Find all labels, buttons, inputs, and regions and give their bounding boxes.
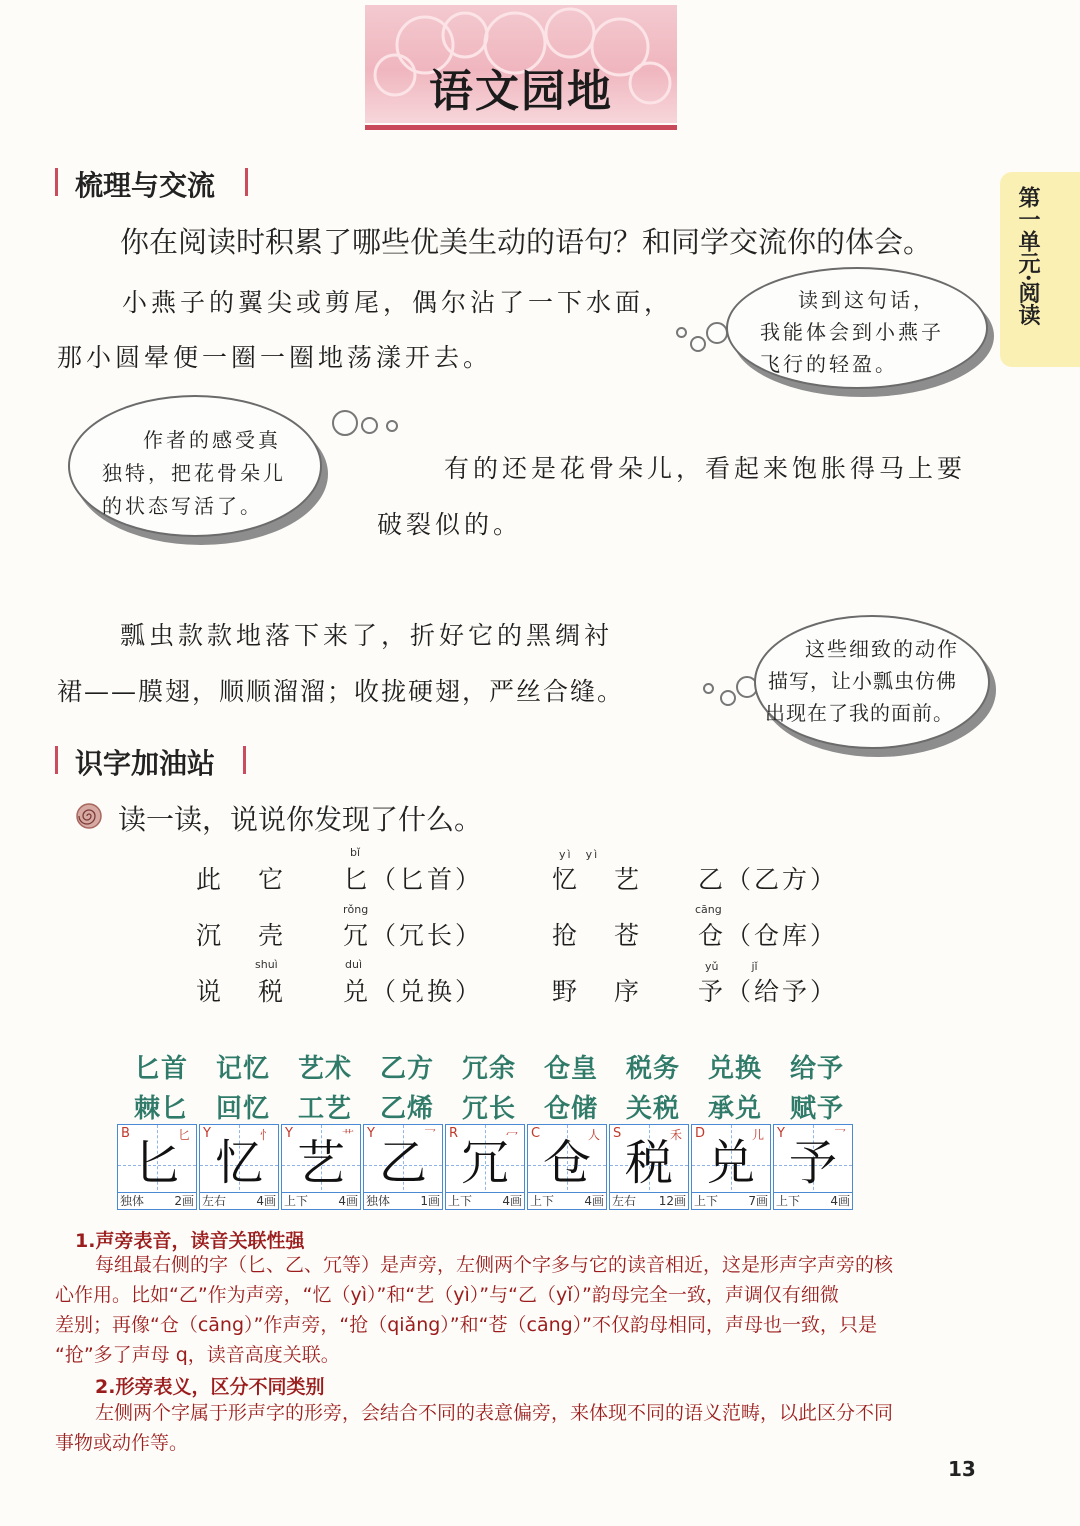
- pinyin: rǒng: [343, 903, 369, 916]
- bubble3-line1: 这些细致的动作: [805, 637, 959, 661]
- vocab-word: 赋予: [790, 1094, 845, 1124]
- note2-line2: 事物或动作等。: [55, 1432, 189, 1454]
- pinyin-initial: B: [121, 1126, 130, 1141]
- character-grid: [117, 1124, 853, 1210]
- vocab-word: 税务: [626, 1054, 681, 1084]
- char-group-1-1: 此 它: [196, 865, 290, 894]
- section1-prompt: 你在阅读时积累了哪些优美生动的语句？和同学交流你的体会。: [120, 225, 933, 259]
- section-heading-text: 识字加油站: [75, 747, 216, 780]
- grid-character: 仓: [542, 1135, 591, 1191]
- structure-label: 独体: [120, 1194, 145, 1208]
- radical: 忄: [259, 1128, 272, 1142]
- spiral-icon: [76, 803, 102, 829]
- grid-footer: [364, 1192, 442, 1209]
- stroke-count: 4画: [502, 1194, 522, 1208]
- stroke-count: 4画: [830, 1194, 850, 1208]
- char-group-2-1: 沉 壳: [196, 921, 290, 950]
- pinyin-initial: D: [695, 1126, 706, 1141]
- char-group-2-3: 抢 苍: [552, 921, 646, 950]
- vocab-word: 承兑: [708, 1094, 763, 1124]
- char-group-2-4: 仓（仓库）: [698, 921, 839, 950]
- grid-character: 乙: [378, 1135, 427, 1191]
- structure-label: 左右: [612, 1194, 637, 1208]
- quote2-line1: 有的还是花骨朵儿，看起来饱胀得马上要: [444, 454, 967, 483]
- vocab-word: 棘匕: [134, 1094, 189, 1124]
- vocab-word: 冗余: [462, 1054, 517, 1084]
- note1-line3: 差别；再像“仓（cāng）”作声旁，“抢（qiǎng）”和“苍（cāng）”不仅韵母相同，声母也一致，只是: [55, 1314, 878, 1336]
- heading-bar-left: [55, 168, 58, 196]
- vocab-word: 关税: [626, 1094, 681, 1124]
- bubble-dot: [676, 327, 687, 338]
- vocab-word: 匕首: [134, 1054, 189, 1084]
- stroke-count: 12画: [658, 1194, 686, 1208]
- pinyin-initial: Y: [777, 1126, 785, 1141]
- stroke-count: 1画: [420, 1194, 440, 1208]
- bubble1-line3: 飞行的轻盈。: [760, 352, 898, 376]
- pinyin-initial: R: [449, 1126, 459, 1141]
- grid-footer: [282, 1192, 360, 1209]
- section2-instruction: 读一读，说说你发现了什么。: [118, 803, 483, 836]
- vocab-word: 仓储: [544, 1094, 599, 1124]
- bubble-dot: [703, 683, 714, 694]
- stroke-count: 7画: [748, 1194, 768, 1208]
- radical: 冖: [505, 1128, 518, 1142]
- char-group-3-2: 兑（兑换）: [343, 977, 484, 1006]
- vocab-word: 工艺: [298, 1094, 353, 1124]
- heading-bar-right: [245, 168, 248, 196]
- char-group-3-1: 说 税: [196, 977, 290, 1006]
- grid-footer: [200, 1192, 278, 1209]
- grid-cell: [609, 1124, 689, 1210]
- bubble-dot: [386, 420, 398, 432]
- vocab-word: 仓皇: [544, 1054, 599, 1084]
- note-heading-1: 1.声旁表音，读音关联性强: [75, 1230, 305, 1252]
- unit-tab-label: 第一单元·阅读: [1015, 186, 1041, 326]
- vocab-word: 记忆: [216, 1054, 271, 1084]
- note2-line1: 左侧两个字属于形声字的形旁，会结合不同的表意偏旁，来体现不同的语义范畴，以此区分不同: [95, 1402, 894, 1424]
- grid-character: 予: [788, 1135, 837, 1191]
- grid-cell: [527, 1124, 607, 1210]
- vocab-word: 乙烯: [380, 1094, 435, 1124]
- char-group-3-3: 野 序: [552, 977, 646, 1006]
- structure-label: 独体: [366, 1194, 391, 1208]
- grid-character: 冗: [460, 1135, 509, 1191]
- pinyin: duì: [345, 958, 363, 971]
- grid-character: 忆: [214, 1135, 263, 1191]
- banner-underline: [365, 125, 677, 130]
- vocab-word: 兑换: [708, 1054, 763, 1084]
- quote1-line1: 小燕子的翼尖或剪尾，偶尔沾了一下水面，: [122, 288, 674, 317]
- vocab-word: 冗长: [462, 1094, 517, 1124]
- heading-bar-right: [243, 746, 246, 774]
- page-number: 13: [948, 1457, 976, 1481]
- grid-character: 税: [624, 1135, 673, 1191]
- pinyin: bǐ: [350, 846, 361, 859]
- vocab-word: 回忆: [216, 1094, 271, 1124]
- grid-cell: [363, 1124, 443, 1210]
- bubble-dot: [361, 417, 378, 434]
- grid-cell: [691, 1124, 771, 1210]
- grid-footer: [528, 1192, 606, 1209]
- bubble3-line3: 出现在了我的面前。: [765, 701, 954, 725]
- bubble2-line2: 独特，把花骨朵儿: [102, 461, 286, 485]
- page-title: 语文园地: [429, 66, 613, 117]
- stroke-count: 4画: [256, 1194, 276, 1208]
- note1-line1: 每组最右侧的字（匕、乙、冗等）是声旁，左侧两个字多与它的读音相近，这是形声字声旁的核: [95, 1254, 894, 1276]
- grid-character: 艺: [296, 1135, 345, 1191]
- quote1-line2: 那小圆晕便一圈一圈地荡漾开去。: [57, 343, 493, 372]
- structure-label: 上下: [448, 1194, 473, 1208]
- pinyin-initial: S: [613, 1126, 622, 1141]
- grid-footer: [774, 1192, 852, 1209]
- radical: 儿: [751, 1128, 764, 1142]
- section-heading-review: [55, 162, 255, 202]
- grid-cell: [199, 1124, 279, 1210]
- bubble3-line2: 描写，让小瓢虫仿佛: [768, 669, 957, 693]
- structure-label: 上下: [694, 1194, 719, 1208]
- pinyin-initial: Y: [367, 1126, 375, 1141]
- radical: 乛: [423, 1128, 436, 1142]
- structure-label: 上下: [284, 1194, 309, 1208]
- unit-tab: [1000, 172, 1080, 367]
- section-heading-text: 梳理与交流: [75, 169, 216, 202]
- char-group-1-4: 乙（乙方）: [698, 865, 839, 894]
- quote2-line2: 破裂似的。: [377, 510, 523, 539]
- grid-character: 匕: [132, 1135, 181, 1191]
- structure-label: 左右: [202, 1194, 227, 1208]
- vocab-word: 艺术: [298, 1054, 353, 1084]
- stroke-count: 2画: [174, 1194, 194, 1208]
- vocab-word: 给予: [790, 1054, 845, 1084]
- section-heading-literacy: [55, 740, 255, 780]
- pinyin: cāng: [695, 903, 722, 916]
- quote3-line2: 裙——膜翅，顺顺溜溜；收拢硬翅，严丝合缝。: [57, 677, 625, 706]
- char-group-2-2: 冗（冗长）: [343, 921, 484, 950]
- radical: 匕: [177, 1128, 190, 1142]
- radical: 乛: [833, 1128, 846, 1142]
- bubble-dot: [720, 690, 736, 706]
- char-group-3-4: 予（给予）: [698, 977, 839, 1006]
- pinyin-initial: Y: [203, 1126, 211, 1141]
- grid-footer: [610, 1192, 688, 1209]
- structure-label: 上下: [776, 1194, 801, 1208]
- note1-line2: 心作用。比如“乙”作为声旁，“忆（yì）”和“艺（yì）”与“乙（yǐ）”韵母完全一致，声调仅有细微: [55, 1284, 839, 1306]
- note1-line4: “抢”多了声母 q，读音高度关联。: [55, 1344, 340, 1366]
- bubble1-line2: 我能体会到小燕子: [760, 320, 944, 344]
- grid-cell: [281, 1124, 361, 1210]
- pinyin-initial: Y: [285, 1126, 293, 1141]
- stroke-count: 4画: [338, 1194, 358, 1208]
- grid-footer: [118, 1192, 196, 1209]
- radical: 艹: [341, 1128, 354, 1142]
- pinyin: yǔ jǐ: [705, 960, 758, 973]
- quote3-line1: 瓢虫款款地落下来了，折好它的黑绸衬: [120, 621, 614, 650]
- grid-cell: [117, 1124, 197, 1210]
- grid-footer: [692, 1192, 770, 1209]
- grid-footer: [446, 1192, 524, 1209]
- char-group-1-2: 匕（匕首）: [343, 865, 484, 894]
- vocab-word: 乙方: [380, 1054, 435, 1084]
- heading-bar-left: [55, 746, 58, 774]
- bubble-dot: [332, 410, 358, 436]
- pinyin: shuì: [255, 958, 278, 971]
- word-row-2: [134, 1088, 874, 1124]
- pinyin-initial: C: [531, 1126, 541, 1141]
- char-group-1-3: 忆 艺: [552, 865, 646, 894]
- bubble-dot: [706, 322, 728, 344]
- title-banner: [365, 5, 677, 127]
- pinyin: yì yì: [559, 848, 600, 861]
- radical: 人: [587, 1128, 600, 1142]
- grid-character: 兑: [706, 1135, 755, 1191]
- stroke-count: 4画: [584, 1194, 604, 1208]
- bubble-dot: [690, 336, 706, 352]
- word-row-1: [134, 1048, 874, 1084]
- bubble1-line1: 读到这句话，: [798, 288, 936, 312]
- grid-cell: [445, 1124, 525, 1210]
- structure-label: 上下: [530, 1194, 555, 1208]
- grid-cell: [773, 1124, 853, 1210]
- note-heading-2: 2.形旁表义，区分不同类别: [95, 1376, 325, 1398]
- radical: 禾: [669, 1128, 682, 1142]
- bubble2-line3: 的状态写活了。: [102, 494, 263, 518]
- bubble2-line1: 作者的感受真: [143, 428, 281, 452]
